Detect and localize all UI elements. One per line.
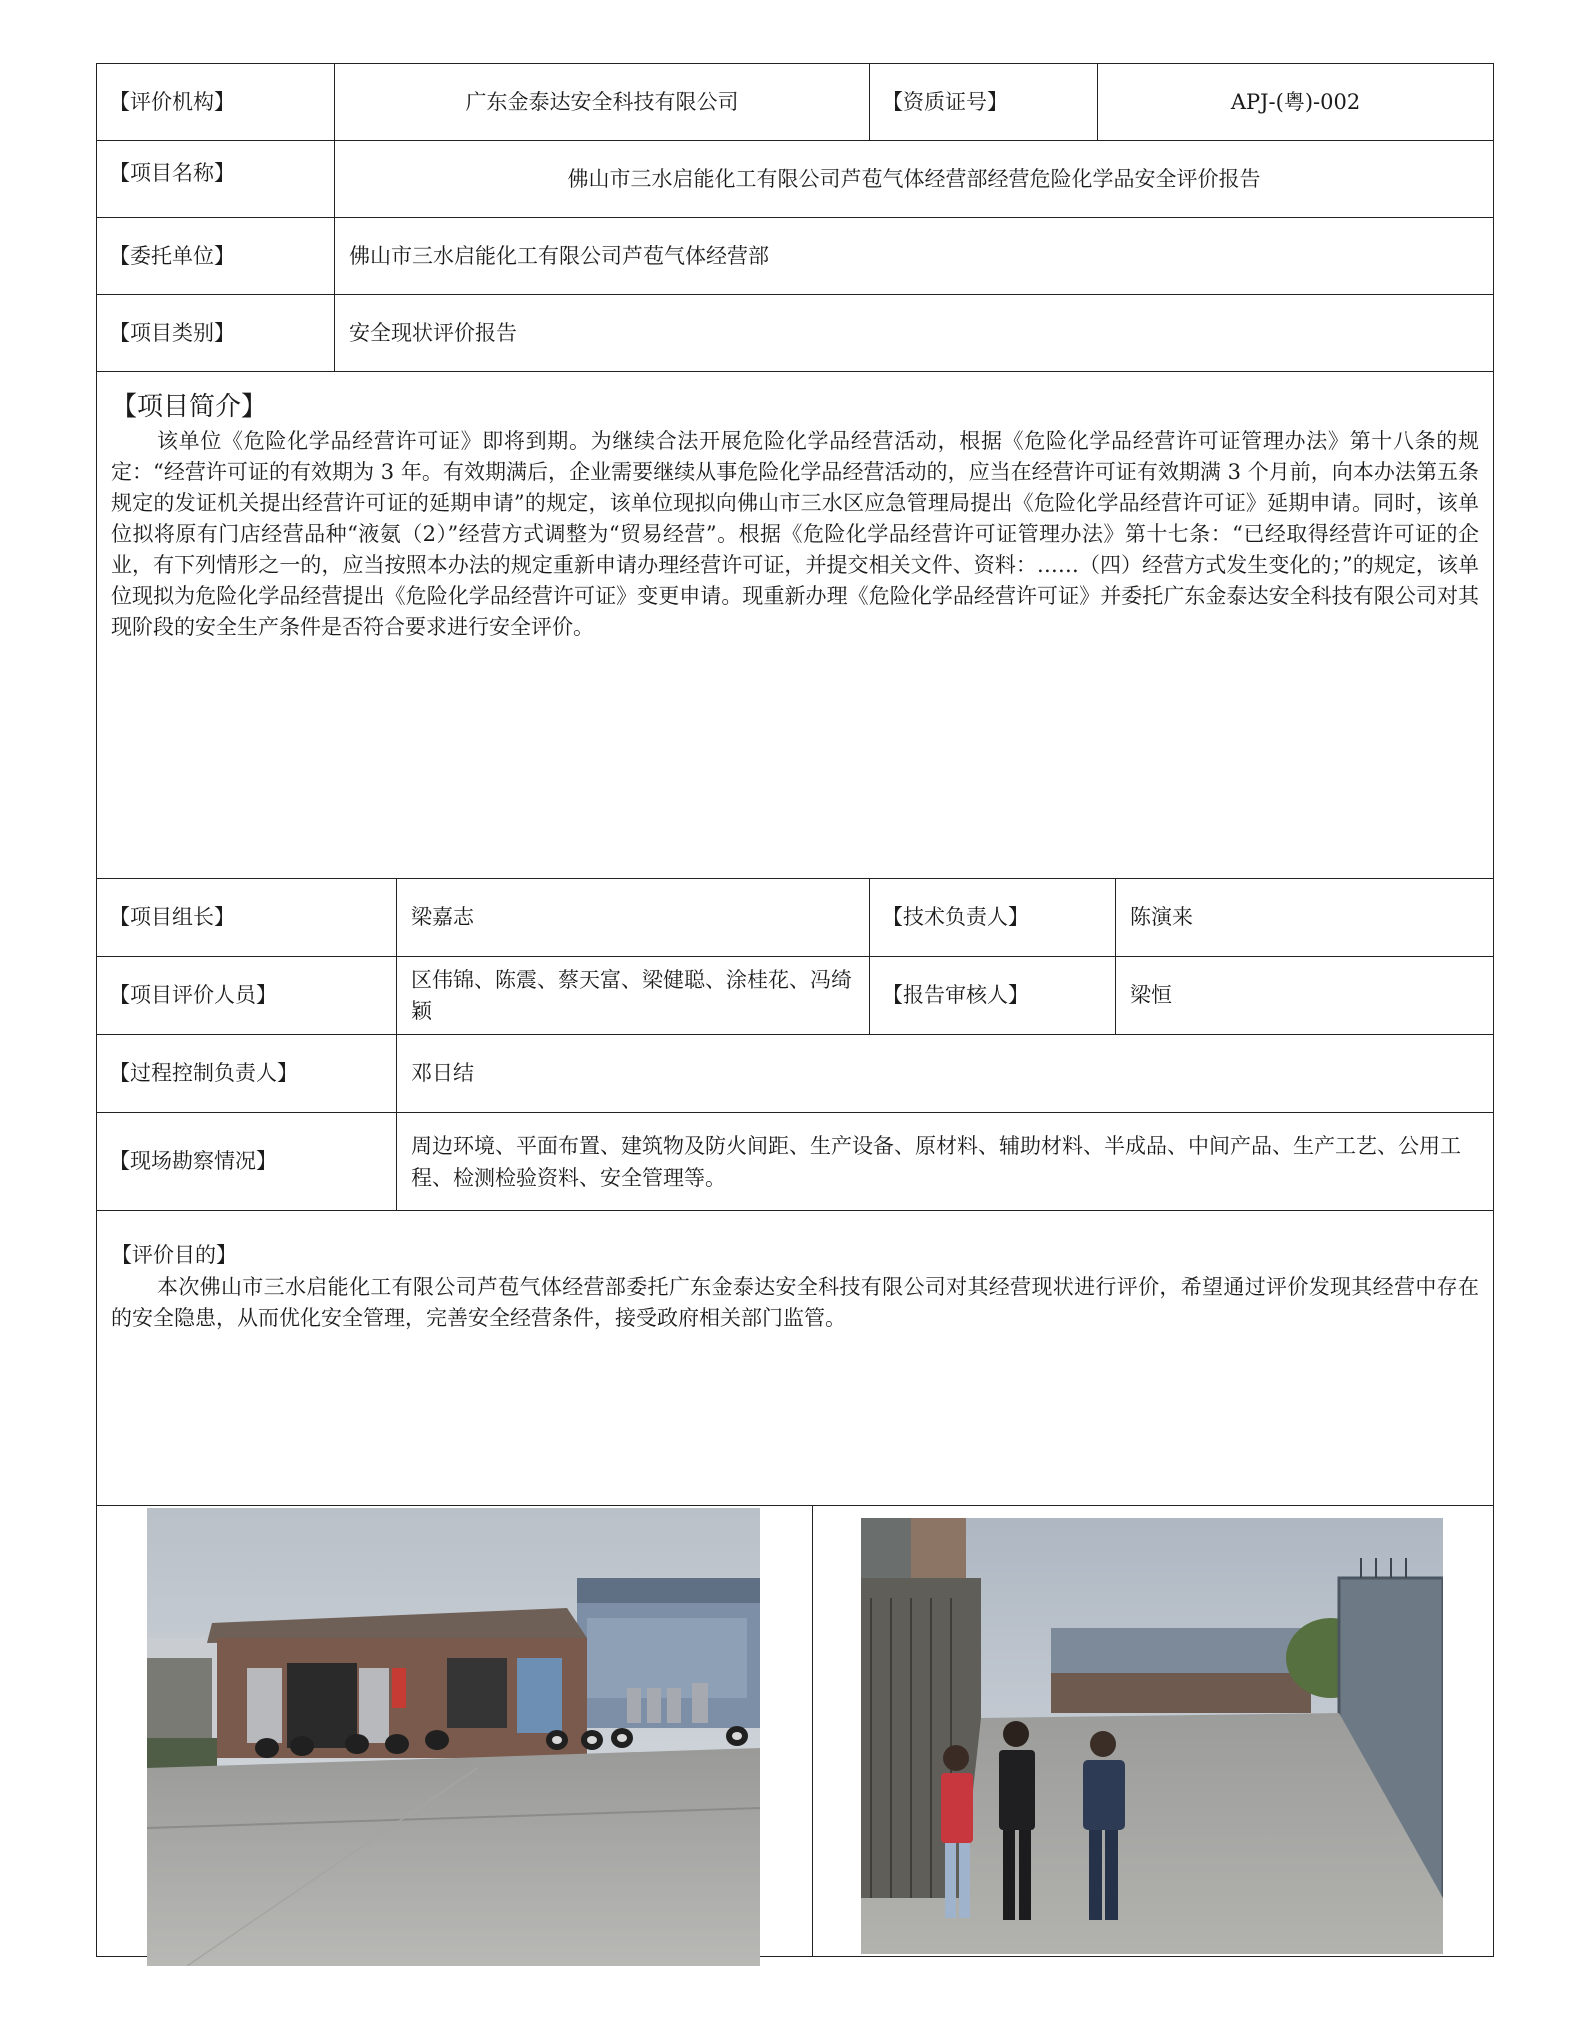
cert-label: 【资质证号】 [870, 64, 1098, 140]
purpose-text: 本次佛山市三水启能化工有限公司芦苞气体经营部委托广东金泰达安全科技有限公司对其经营现状进行评价，希望通过评价发现其经营中存在的安全隐患，从而优化安全管理，完善安全经营条件，接受政府相关部门监管。 [111, 1275, 1479, 1330]
purpose-section [97, 1211, 1493, 1506]
evaluators-row [97, 957, 1493, 1035]
photo-left-cell [97, 1506, 813, 1956]
warehouse-site-photo [147, 1508, 760, 1966]
evaluators-value: 区伟锦、陈震、蔡天富、梁健聪、涂桂花、冯绮颖 [397, 957, 870, 1034]
purpose-title: 【评价目的】 [111, 1243, 237, 1267]
leader-row [97, 879, 1493, 957]
leader-value: 梁嘉志 [397, 879, 870, 956]
org-row [97, 64, 1493, 141]
org-value: 广东金泰达安全科技有限公司 [335, 64, 870, 140]
tech-label: 【技术负责人】 [870, 879, 1116, 956]
reviewer-value: 梁恒 [1130, 983, 1172, 1007]
category-label: 【项目类别】 [97, 295, 335, 371]
cert-value: APJ-(粤)-002 [1230, 89, 1361, 114]
intro-title: 【项目简介】 [111, 392, 268, 422]
site-survey-team-photo [861, 1518, 1443, 1954]
client-value: 佛山市三水启能化工有限公司芦苞气体经营部 [349, 243, 769, 268]
category-row [97, 295, 1493, 372]
project-name-value: 佛山市三水启能化工有限公司芦苞气体经营部经营危险化学品安全评价报告 [567, 166, 1261, 191]
survey-value: 周边环境、平面布置、建筑物及防火间距、生产设备、原材料、辅助材料、半成品、中间产品、生产工艺、公用工程、检测检验资料、安全管理等。 [411, 1133, 1461, 1190]
project-name-label: 【项目名称】 [97, 141, 335, 217]
process-row [97, 1035, 1493, 1113]
tech-value: 陈演来 [1130, 905, 1193, 929]
client-row [97, 218, 1493, 295]
intro-text: 该单位《危险化学品经营许可证》即将到期。为继续合法开展危险化学品经营活动，根据《危险化学品经营许可证管理办法》第十八条的规定：“经营许可证的有效期为 3 年。有效期满后，企业需要继续从事危险化学品经营活动的，应当在经营许可证有效期满 3 个月前，向本办法第五条规定的发证机关提出经营许可证的延期申请”的规定，该单位现拟向佛山市三水区应急管理局提出《危险化学品经营许可证》延期申请。同时，该单位拟将原有门店经营品种“液氨（2）”经营方式调整为“贸易经营”。根据《危险化学品经营许可证管理办法》第十七条：“已经取得经营许可证的企业，有下列情形之一的，应当按照本办法的规定重新申请办理经营许可证，并提交相关文件、资料：……（四）经营方式发生变化的；”的规定，该单位现拟为危险化学品经营提出《危险化学品经营许可证》变更申请。现重新办理《危险化学品经营许可证》并委托广东金泰达安全科技有限公司对其现阶段的安全生产条件是否符合要求进行安全评价。 [111, 429, 1479, 639]
process-label: 【过程控制负责人】 [97, 1035, 397, 1112]
reviewer-label: 【报告审核人】 [870, 957, 1116, 1034]
category-value: 安全现状评价报告 [349, 320, 517, 345]
evaluators-label: 【项目评价人员】 [97, 957, 397, 1034]
process-value: 邓日结 [411, 1061, 474, 1085]
evaluation-info-sheet [96, 63, 1494, 1957]
photo-right-cell [813, 1506, 1493, 1956]
client-label: 【委托单位】 [97, 218, 335, 294]
project-name-row [97, 141, 1493, 218]
survey-label: 【现场勘察情况】 [97, 1113, 397, 1210]
org-label: 【评价机构】 [97, 64, 335, 140]
leader-label: 【项目组长】 [97, 879, 397, 956]
photos-row [97, 1506, 1493, 1956]
survey-row [97, 1113, 1493, 1211]
intro-section [97, 372, 1493, 879]
